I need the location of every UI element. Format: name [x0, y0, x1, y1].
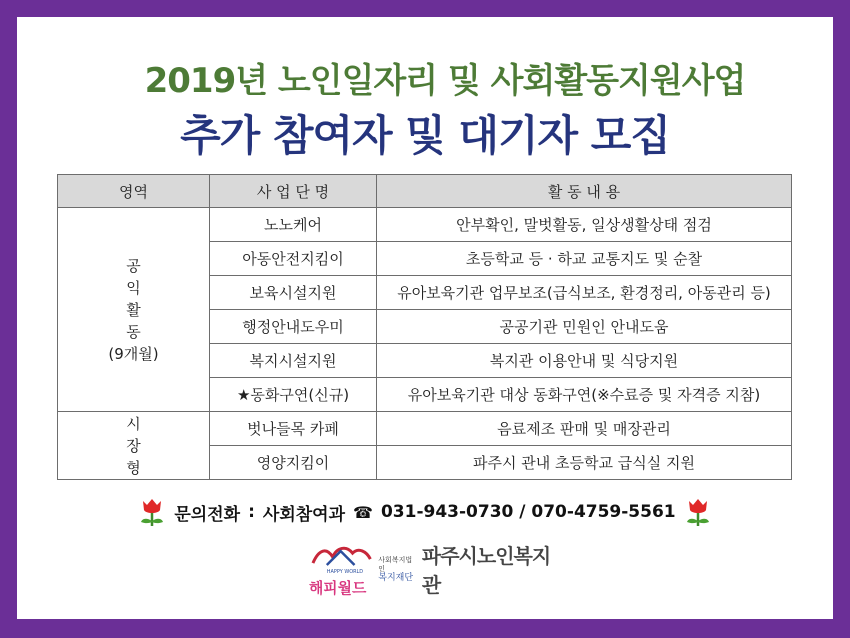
contact-label: 문의전화 [174, 504, 241, 525]
poster-title-line2: 추가 참여자 및 대기자 모집 [180, 111, 670, 160]
logo-sub2: 복지재단 [378, 572, 414, 583]
contact-numbers: 031-943-0730 / 070-4759-5561 [380, 502, 676, 522]
logo-sub1: 사회복지법인 [378, 555, 413, 573]
business-name: 행정안내도우미 [210, 310, 377, 344]
header-activity: 활 동 내 용 [377, 175, 792, 208]
area-char: 시 [126, 414, 141, 433]
organization-name: 파주시노인복지관 [421, 544, 551, 597]
area-char: 형 [126, 458, 141, 477]
table-row [58, 208, 792, 242]
area-char: 동 [126, 322, 141, 341]
logo-subtitle [378, 556, 416, 583]
poster-title-line1: 2019년 노인일자리 및 사회활동지원사업 [144, 61, 746, 101]
activity-desc: 음료제조 판매 및 매장관리 [377, 412, 792, 446]
area-cell-market [58, 412, 210, 480]
program-table [57, 174, 792, 480]
table-row [58, 412, 792, 446]
activity-desc: 공공기관 민원인 안내도움 [377, 310, 792, 344]
area-char: 공 [126, 256, 141, 275]
business-name: 복지시설지원 [210, 344, 377, 378]
activity-desc: 유아보육기관 업무보조(급식보조, 환경정리, 아동관리 등) [377, 276, 792, 310]
area-note: (9개월) [108, 344, 159, 363]
contact-line [17, 497, 833, 527]
activity-desc: 안부확인, 말벗활동, 일상생활상태 점검 [377, 208, 792, 242]
brand-en-text: HAPPY WORLD [326, 568, 364, 575]
activity-desc: 파주시 관내 초등학교 급식실 지원 [377, 446, 792, 480]
tulip-icon [138, 497, 166, 527]
area-cell-public [58, 208, 210, 412]
activity-desc: 복지관 이용안내 및 식당지원 [377, 344, 792, 378]
happy-world-logo-icon [307, 539, 376, 599]
area-char: 활 [126, 300, 141, 319]
organization-logo [307, 539, 567, 599]
table-header-row [58, 175, 792, 208]
phone-icon: ☎ [353, 502, 373, 522]
contact-dept: 사회참여과 [262, 504, 346, 525]
business-name: 아동안전지킴이 [210, 242, 377, 276]
business-name: 노노케어 [210, 208, 377, 242]
business-name: 영양지킴이 [210, 446, 377, 480]
contact-colon: : [248, 502, 255, 522]
header-business: 사 업 단 명 [210, 175, 377, 208]
business-name: 보육시설지원 [210, 276, 377, 310]
business-name: ★동화구연(신규) [210, 378, 377, 412]
tulip-icon [684, 497, 712, 527]
activity-desc: 유아보육기관 대상 동화구연(※수료증 및 자격증 지참) [377, 378, 792, 412]
area-char: 장 [126, 436, 141, 455]
poster-card [17, 17, 833, 619]
business-name: 벗나들목 카페 [210, 412, 377, 446]
area-char: 익 [126, 278, 141, 297]
header-area: 영역 [58, 175, 210, 208]
activity-desc: 초등학교 등 · 하교 교통지도 및 순찰 [377, 242, 792, 276]
brand-text: 해피월드 [308, 579, 367, 597]
